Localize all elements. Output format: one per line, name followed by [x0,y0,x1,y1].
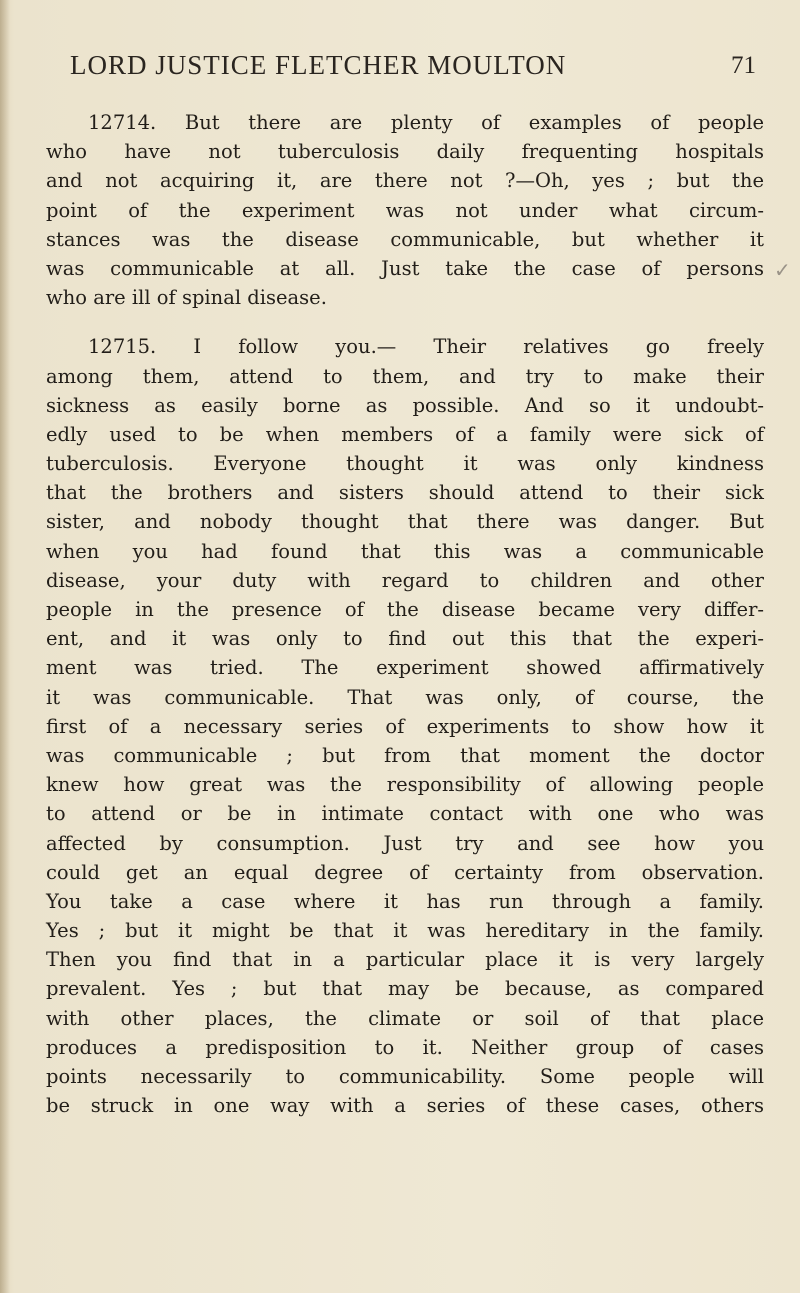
text-line: tuberculosis. Everyone thought it was only kindness [46,452,764,476]
text-line: You take a case where it has run through a family. [46,889,764,913]
text-line: sister, and nobody thought that there was danger. But [46,510,764,534]
text-line: Yes ; but it might be that it was hereditary in the family. [46,919,764,943]
paragraph-12715 [46,332,764,1120]
paragraph-gap [46,312,764,332]
text-line: could get an equal degree of certainty from observation. [46,860,764,884]
text-line: 12715. I follow you.— Their relatives go freely [88,335,764,359]
text-line: 12714. But there are plenty of examples of people [88,111,764,134]
text-line: knew how great was the responsibility of allowing people [46,773,764,797]
text-line: Then you find that in a particular place it is very largely [46,948,764,972]
text-line: was communicable at all. Just take the case of persons [46,256,764,280]
text-line: sickness as easily borne as possible. And so it undoubt- [46,393,764,417]
paragraph-12714 [46,108,764,312]
text-line: affected by consumption. Just try and see how you [46,831,764,855]
running-head [70,50,770,90]
text-line: ment was tried. The experiment showed affirmatively [46,656,764,680]
text-line: who are ill of spinal disease. [46,286,327,310]
text-line: produces a predisposition to it. Neither group of cases [46,1035,764,1059]
text-line: was communicable ; but from that moment the doctor [46,743,764,767]
spine-shadow [0,0,10,1293]
text-line: when you had found that this was a communicable [46,539,764,563]
text-line: point of the experiment was not under what circum- [46,198,764,222]
text-line: people in the presence of the disease became very differ- [46,598,764,621]
text-line: be struck in one way with a series of these cases, others [46,1094,764,1118]
text-line: disease, your duty with regard to children and other [46,568,764,592]
text-line: and not acquiring it, are there not ?—Oh, yes ; but the [46,169,764,193]
running-title: LORD JUSTICE FLETCHER MOULTON [70,50,567,80]
text-line: points necessarily to communicability. Some people will [46,1065,764,1088]
text-line: it was communicable. That was only, of course, the [46,685,764,709]
text-line: with other places, the climate or soil of that place [46,1006,764,1030]
page-number: 71 [731,52,756,79]
text-line: first of a necessary series of experiments to show how it [46,714,764,738]
text-line: ent, and it was only to find out this that the experi- [46,627,764,651]
text-line: stances was the disease communicable, but whether it [46,227,764,251]
text-line: among them, attend to them, and try to make their [46,364,764,388]
text-line: that the brothers and sisters should attend to their sick [46,481,764,505]
text-line: prevalent. Yes ; but that may be because, as compared [46,977,764,1001]
body-text [46,108,764,1120]
text-line: edly used to be when members of a family were sick of [46,422,764,446]
text-line: who have not tuberculosis daily frequenting hospitals [46,140,764,164]
text-line: to attend or be in intimate contact with one who was [46,802,764,826]
margin-check-mark: ✓ [774,258,791,282]
